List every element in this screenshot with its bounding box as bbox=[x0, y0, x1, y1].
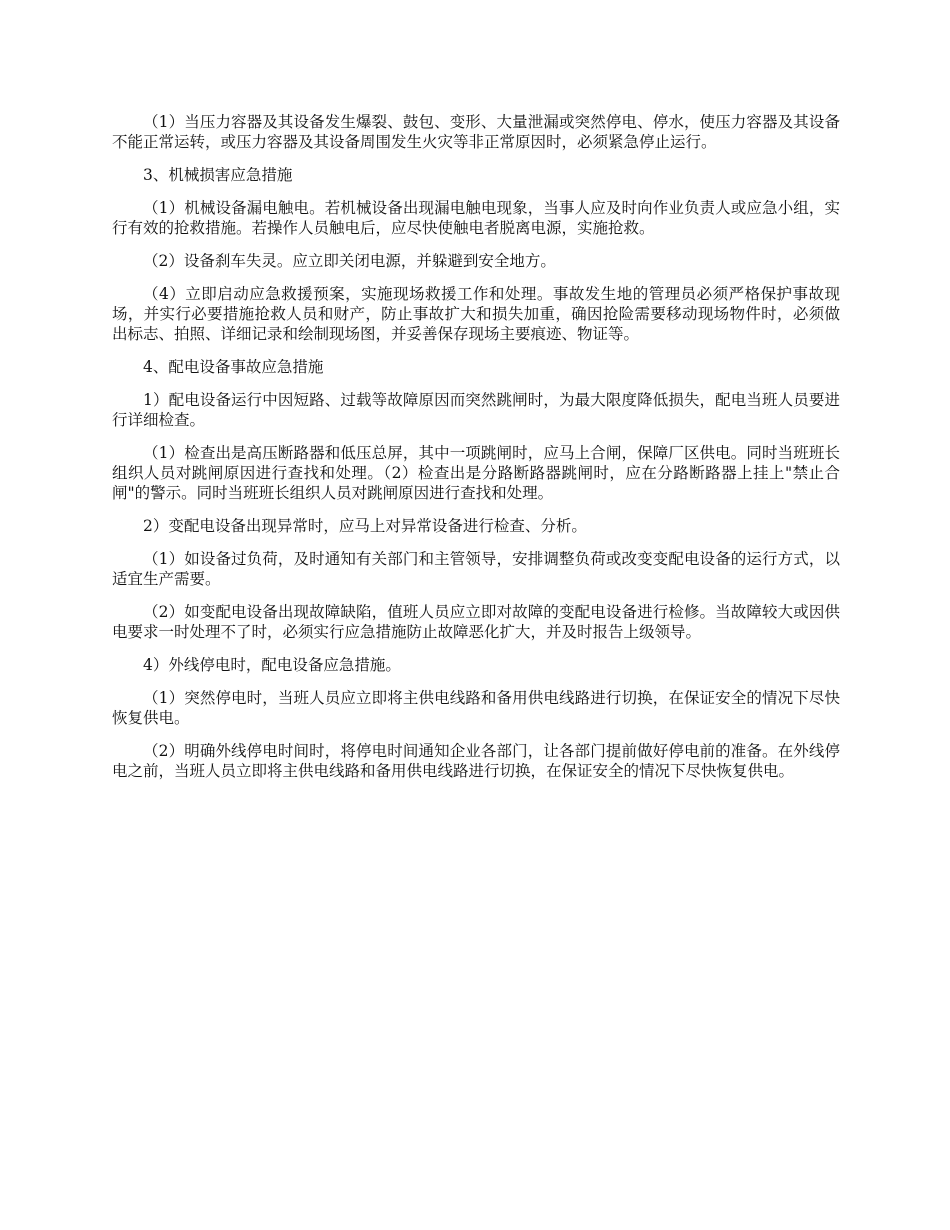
section-heading-mechanical: 3、机械损害应急措施 bbox=[143, 166, 293, 184]
paragraph-planned-outage: （2）明确外线停电时间时，将停电时间通知企业各部门，让各部门提前做好停电前的准备。在外线停电之前，当班人员立即将主供电线路和备用供电线路进行切换，在保证安全的情况下尽快恢复供电。 bbox=[112, 742, 840, 780]
paragraph-fault-repair: （2）如变配电设备出现故障缺陷，值班人员应立即对故障的变配电设备进行检修。当故障较大或因供电要求一时处理不了时，必须实行应急措施防止故障恶化扩大，并及时报告上级领导。 bbox=[112, 603, 840, 641]
paragraph-trip-inspection: 1）配电设备运行中因短路、过载等故障原因而突然跳闸时，为最大限度降低损失，配电当班人员要进行详细检查。 bbox=[112, 391, 840, 429]
paragraph-emergency-plan: （4）立即启动应急救援预案，实施现场救援工作和处理。事故发生地的管理员必须严格保护事故现场，并实行必要措施抢救人员和财产，防止事故扩大和损失加重，确因抢险需要移动现场物件时，必须做出标志、拍照、详细记录和绘制现场图，并妥善保存现场主要痕迹、物证等。 bbox=[112, 285, 840, 343]
paragraph-abnormal-equipment: 2）变配电设备出现异常时，应马上对异常设备进行检查、分析。 bbox=[143, 517, 587, 535]
paragraph-overload: （1）如设备过负荷，及时通知有关部门和主管领导，安排调整负荷或改变变配电设备的运行方式，以适宜生产需要。 bbox=[112, 550, 840, 588]
paragraph-electric-leak: （1）机械设备漏电触电。若机械设备出现漏电触电现象，当事人应及时向作业负责人或应急小组，实行有效的抢救措施。若操作人员触电后，应尽快使触电者脱离电源，实施抢救。 bbox=[112, 199, 840, 237]
paragraph-brake-failure: （2）设备刹车失灵。应立即关闭电源，并躲避到安全地方。 bbox=[143, 252, 556, 270]
paragraph-sudden-outage: （1）突然停电时，当班人员应立即将主供电线路和备用供电线路进行切换，在保证安全的情况下尽快恢复供电。 bbox=[112, 689, 840, 727]
document-body bbox=[112, 112, 840, 794]
section-heading-distribution: 4、配电设备事故应急措施 bbox=[143, 358, 324, 376]
paragraph-pressure-vessel-stop: （1）当压力容器及其设备发生爆裂、鼓包、变形、大量泄漏或突然停电、停水，使压力容器及其设备不能正常运转，或压力容器及其设备周围发生火灾等非正常原因时，必须紧急停止运行。 bbox=[112, 113, 840, 151]
paragraph-external-outage: 4）外线停电时，配电设备应急措施。 bbox=[143, 656, 401, 674]
paragraph-breaker-check: （1）检查出是高压断路器和低压总屏，其中一项跳闸时，应马上合闸，保障厂区供电。同时当班班长组织人员对跳闸原因进行查找和处理。（2）检查出是分路断路器跳闸时，应在分路断路器上挂上"禁止合闸"的警示。同时当班班长组织人员对跳闸原因进行查找和处理。 bbox=[112, 444, 840, 502]
